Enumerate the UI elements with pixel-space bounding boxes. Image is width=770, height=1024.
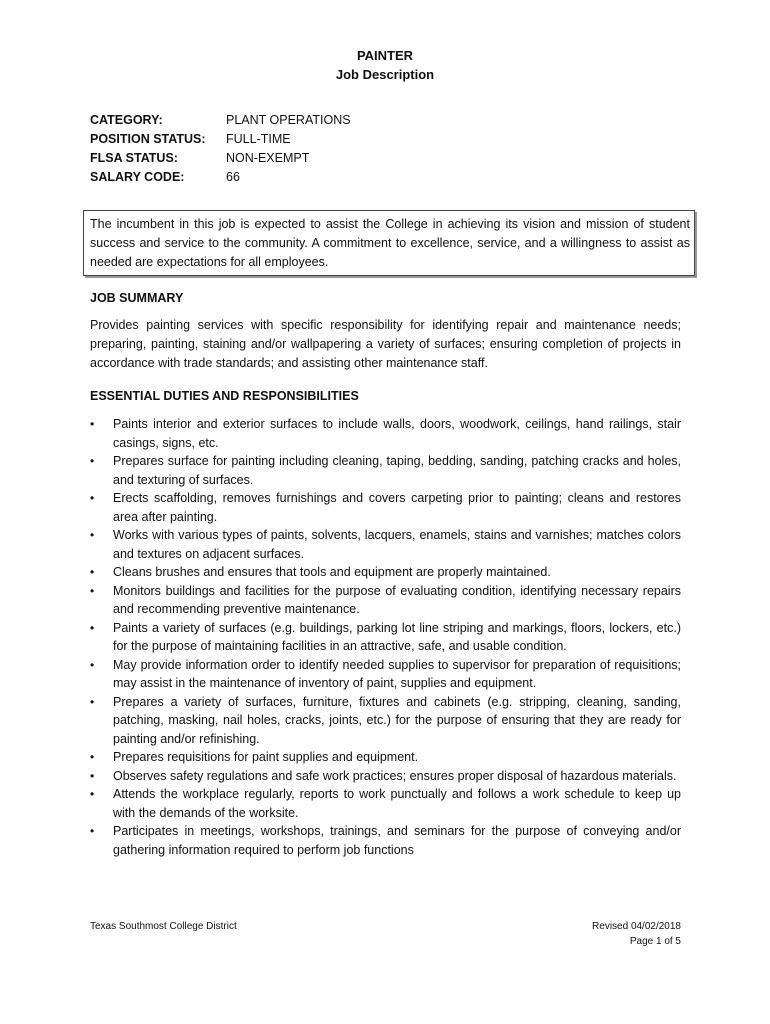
- footer-organization: Texas Southmost College District: [90, 921, 237, 932]
- detail-row-salary-code: [90, 170, 351, 189]
- bullet-icon: •: [90, 750, 95, 764]
- duty-item: [90, 822, 681, 859]
- duty-text: Cleans brushes and ensures that tools and equipment are properly maintained.: [113, 565, 551, 579]
- duty-item: [90, 582, 681, 619]
- duties-list: [90, 415, 681, 859]
- bullet-icon: •: [90, 417, 95, 431]
- duty-item: [90, 563, 681, 582]
- position-details: [90, 113, 351, 189]
- duty-text: May provide information order to identify needed supplies to supervisor for preparation of requisitions; may assist in the maintenance of inventory of paint, supplies and equipment.: [113, 657, 681, 690]
- duty-text: Prepares surface for painting including cleaning, taping, bedding, sanding, patching cracks and holes, and texturing of surfaces.: [113, 454, 681, 487]
- duty-item: [90, 619, 681, 656]
- detail-value: NON-EXEMPT: [226, 151, 310, 165]
- detail-row-flsa-status: [90, 151, 351, 170]
- bullet-icon: •: [90, 565, 95, 579]
- duty-text: Monitors buildings and facilities for the purpose of evaluating condition, identifying necessary repairs and recommending preventive maintenance.: [113, 583, 681, 616]
- duty-item: [90, 415, 681, 452]
- bullet-icon: •: [90, 787, 95, 801]
- detail-row-position-status: [90, 132, 351, 151]
- bullet-icon: •: [90, 583, 95, 598]
- duty-text: Attends the workplace regularly, reports to work punctually and follows a work schedule to keep up with the demands of the worksite.: [113, 787, 681, 820]
- detail-value: PLANT OPERATIONS: [226, 113, 351, 127]
- detail-value: FULL-TIME: [226, 132, 291, 146]
- duty-item: [90, 748, 681, 767]
- bullet-icon: •: [90, 824, 95, 838]
- mission-notice-box: The incumbent in this job is expected to assist the College in achieving its vision and mission of student success and service to the community. A commitment to excellence, service, and a willingness to assist as needed are expectations for all employees.: [83, 210, 695, 276]
- detail-row-category: [90, 113, 351, 132]
- footer-revised-date: Revised 04/02/2018: [592, 921, 681, 932]
- duty-text: Erects scaffolding, removes furnishings and covers carpeting prior to painting; cleans and restores area after painting.: [113, 491, 681, 524]
- bullet-icon: •: [90, 768, 95, 783]
- duty-text: Prepares requisitions for paint supplies and equipment.: [113, 750, 419, 764]
- job-summary-heading: JOB SUMMARY: [90, 291, 184, 305]
- footer-page-number: Page 1 of 5: [629, 936, 681, 947]
- detail-label: POSITION STATUS:: [90, 132, 206, 146]
- detail-value: 66: [226, 170, 240, 184]
- duty-item: [90, 656, 681, 693]
- duty-text: Participates in meetings, workshops, trainings, and seminars for the purpose of conveying and/or gathering information required to perform job functions: [113, 824, 681, 857]
- detail-label: SALARY CODE:: [90, 170, 185, 184]
- duty-item: [90, 526, 681, 563]
- duty-item: [90, 767, 681, 786]
- job-summary-text: Provides painting services with specific responsibility for identifying repair and maintenance needs; preparing, painting, staining and/or wallpapering a variety of surfaces; ensuring completion of projects in accordance with trade standards; and assisting other maintenance staff.: [90, 318, 681, 370]
- bullet-icon: •: [90, 528, 95, 542]
- bullet-icon: •: [90, 694, 95, 709]
- footer-revision-block: [592, 919, 681, 949]
- bullet-icon: •: [90, 454, 95, 468]
- duty-text: Prepares a variety of surfaces, furniture, fixtures and cabinets (e.g. stripping, cleaning, sanding, patching, masking, nail holes, cracks, joints, etc.) for the purpose of ensuring that they are ready for painting and/or refinishing.: [113, 694, 681, 746]
- duty-item: [90, 489, 681, 526]
- document-title: PAINTER: [356, 48, 414, 63]
- detail-label: FLSA STATUS:: [90, 151, 178, 165]
- bullet-icon: •: [90, 491, 95, 505]
- duties-heading: ESSENTIAL DUTIES AND RESPONSIBILITIES: [90, 389, 359, 403]
- detail-label: CATEGORY:: [90, 113, 163, 127]
- duty-item: [90, 785, 681, 822]
- document-subtitle: Job Description: [335, 67, 435, 82]
- duty-item: [90, 693, 681, 749]
- bullet-icon: •: [90, 620, 95, 635]
- duty-text: Observes safety regulations and safe work practices; ensures proper disposal of hazardous materials.: [113, 768, 677, 783]
- bullet-icon: •: [90, 657, 95, 672]
- duty-item: [90, 452, 681, 489]
- duty-text: Paints interior and exterior surfaces to include walls, doors, woodwork, ceilings, hand railings, stair casings, signs, etc.: [113, 417, 681, 450]
- duty-text: Paints a variety of surfaces (e.g. buildings, parking lot line striping and markings, floors, lockers, etc.) for the purpose of maintaining facilities in an attractive, safe, and usable condition.: [113, 620, 681, 653]
- duty-text: Works with various types of paints, solvents, lacquers, enamels, stains and varnishes; matches colors and textures on adjacent surfaces.: [113, 528, 681, 561]
